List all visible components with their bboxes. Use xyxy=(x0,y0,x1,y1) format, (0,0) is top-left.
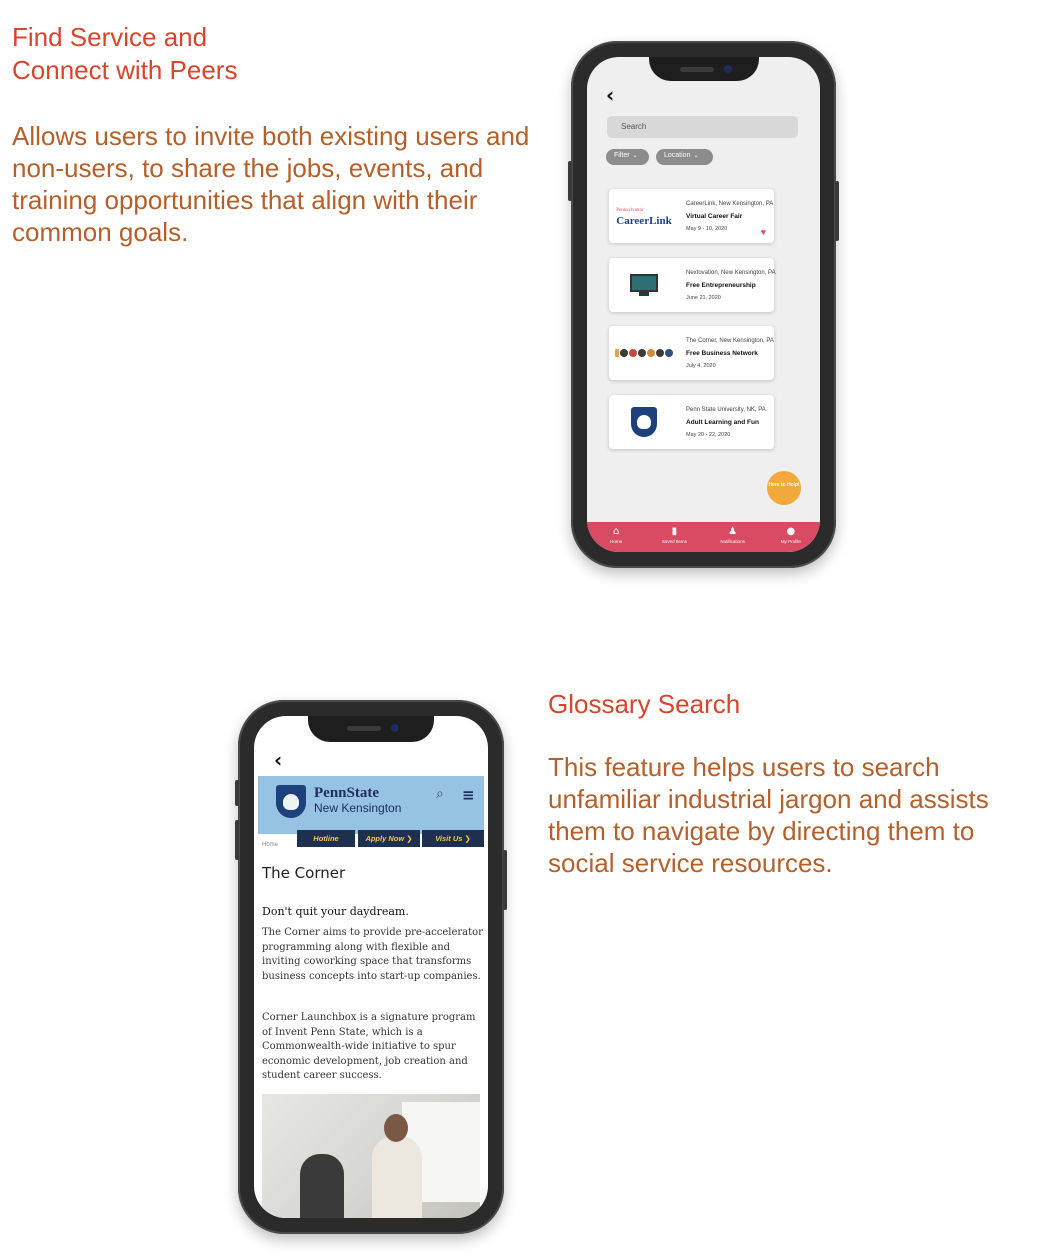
site-header xyxy=(258,776,484,834)
event-date: July 4, 2020 xyxy=(686,363,716,369)
people-dots-icon xyxy=(615,338,673,368)
page-title: The Corner xyxy=(262,864,346,882)
event-organizer: CareerLink, New Kensington, PA xyxy=(686,201,774,207)
bell-icon: ♟ xyxy=(728,526,738,537)
bottom-tab-bar xyxy=(587,522,820,552)
phone-mockup-events xyxy=(571,41,836,568)
feature-description-find-service: Allows users to invite both existing users and non-users, to share the jobs, events, and training opportunities that align with their common goals. xyxy=(12,121,530,247)
bookmark-icon: ▮ xyxy=(671,526,678,537)
location-chip-label: Location xyxy=(664,152,691,159)
penn-state-shield-icon[interactable] xyxy=(276,785,306,818)
event-name: Free Business Network xyxy=(686,350,758,357)
breadcrumb[interactable]: Home xyxy=(262,842,279,848)
event-date: May 20 - 22, 2020 xyxy=(686,432,731,438)
feature-title-glossary-search: Glossary Search xyxy=(548,689,741,719)
tab-label: My Profile xyxy=(780,539,801,544)
profile-icon: ● xyxy=(786,526,796,537)
chevron-down-icon: ⌄ xyxy=(693,153,699,159)
careerlink-logo-text: CareerLink xyxy=(616,215,672,227)
heart-icon[interactable]: ♥ xyxy=(760,227,766,237)
apply-now-button[interactable]: Apply Now ❯ xyxy=(358,830,420,847)
careerlink-logo xyxy=(615,201,673,231)
tab-label: Saved Items xyxy=(661,539,687,544)
visit-us-button[interactable]: Visit Us ❯ xyxy=(422,830,484,847)
event-name: Adult Learning and Fun xyxy=(686,419,759,426)
feature-description-glossary-search: This feature helps users to search unfamiliar industrial jargon and assists them to navigate by directing them to social service resources. xyxy=(548,752,989,878)
filter-chip-label: Filter xyxy=(614,152,630,159)
event-name: Free Entrepreneurship xyxy=(686,282,756,289)
event-card[interactable] xyxy=(609,326,774,380)
tab-saved-items[interactable] xyxy=(649,526,699,552)
search-icon[interactable]: ⌕ xyxy=(436,786,444,802)
careerlink-logo-small: Pennsylvania xyxy=(616,208,643,213)
event-card[interactable] xyxy=(609,258,774,312)
search-input[interactable]: Search xyxy=(607,116,798,138)
event-card[interactable] xyxy=(609,189,774,243)
location-chip[interactable] xyxy=(656,149,713,165)
volume-button xyxy=(235,820,239,860)
classroom-photo xyxy=(262,1094,480,1218)
back-chevron-icon[interactable]: ‹ xyxy=(274,748,283,772)
home-icon: ⌂ xyxy=(612,526,620,537)
event-organizer: Nextovation, New Kensington, PA xyxy=(686,270,776,276)
brand-name[interactable]: PennState xyxy=(314,785,379,801)
phone-screen xyxy=(587,57,820,552)
tab-notifications[interactable] xyxy=(708,526,758,552)
chevron-down-icon: ⌄ xyxy=(632,153,638,159)
event-organizer: The Corner, New Kensington, PA xyxy=(686,338,774,344)
power-button xyxy=(503,850,507,910)
tab-my-profile[interactable] xyxy=(766,526,816,552)
tab-home[interactable] xyxy=(591,526,641,552)
filter-chip[interactable] xyxy=(606,149,649,165)
help-button[interactable]: Here to Help! xyxy=(767,471,801,505)
campus-name: New Kensington xyxy=(314,801,402,815)
volume-button xyxy=(568,161,572,201)
tab-label: Notifications xyxy=(720,539,745,544)
phone-notch xyxy=(308,716,434,742)
event-date: May 9 - 10, 2020 xyxy=(686,226,728,232)
monitor-icon xyxy=(615,270,673,300)
mute-switch xyxy=(235,780,239,806)
phone-mockup-glossary xyxy=(238,700,504,1234)
event-card[interactable] xyxy=(609,395,774,449)
body-paragraph: The Corner aims to provide pre-accelerator programming along with flexible and inviting coworking space that transforms business concepts into start-up companies. xyxy=(262,927,483,982)
event-organizer: Penn State University, NK, PA xyxy=(686,407,766,413)
phone-notch xyxy=(649,57,759,81)
feature-title-find-service: Find Service and Connect with Peers xyxy=(12,22,238,85)
page-subheading: Don't quit your daydream. xyxy=(262,905,409,918)
back-chevron-icon[interactable]: ‹ xyxy=(606,83,615,107)
tab-label: Home xyxy=(610,539,623,544)
penn-state-shield-icon xyxy=(615,407,673,437)
event-name: Virtual Career Fair xyxy=(686,213,743,220)
hotline-button[interactable]: Hotline xyxy=(297,830,355,847)
hamburger-menu-icon[interactable]: ≡ xyxy=(462,786,475,804)
event-date: June 21, 2020 xyxy=(686,295,721,301)
power-button xyxy=(835,181,839,241)
body-paragraph: Corner Launchbox is a signature program of Invent Penn State, which is a Commonwealth-wide initiative to spur economic development, job creation and student career success. xyxy=(262,1012,476,1081)
phone-screen xyxy=(254,716,488,1218)
